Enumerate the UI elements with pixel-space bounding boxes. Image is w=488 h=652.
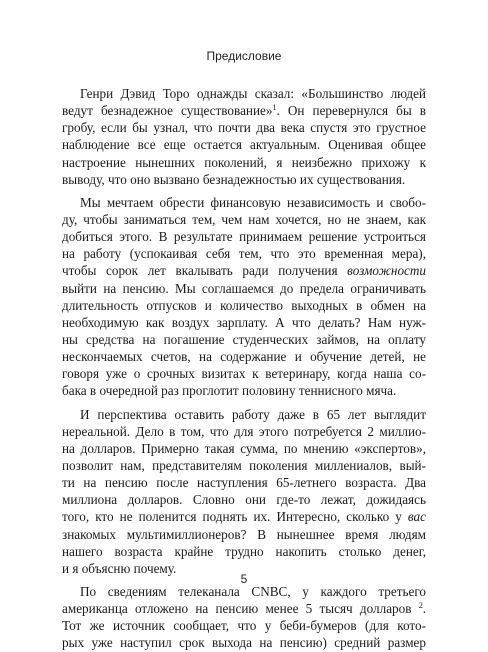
footnote-ref-1: 1 xyxy=(272,103,277,113)
text-line: знакомых мультимиллионеров? В нынешнее время людям xyxy=(62,526,426,542)
text-line: добиться этого. В результате принимаем решение устроиться xyxy=(62,229,426,245)
paragraph-3 xyxy=(62,406,426,577)
text-line xyxy=(62,262,426,279)
text-line: Генри Дэвид Торо однажды сказал: «Большинство людей xyxy=(80,86,426,101)
text-line: говоря уже о срочных визитах к ветеринару, когда наша со- xyxy=(62,366,426,382)
text-line: Мы мечтаем обрести финансовую независимость и свобо- xyxy=(80,194,426,210)
running-head: Предисловие xyxy=(206,49,282,63)
text-line: необходимую как воздух зарплату. А что делать? Нам нуж- xyxy=(62,314,426,330)
text-line: нашего возраста крайне трудно накопить столько денег, xyxy=(62,543,426,559)
text-line: ны средства на погашение студенческих займов, на оплату xyxy=(62,331,426,347)
emphasis-text: возможности xyxy=(347,263,427,279)
text-line: длительность отпусков и количество выходных в обмен на xyxy=(62,297,426,313)
text-segment: того, кто не поленится поднять их. Интересно, сколько у xyxy=(62,509,402,525)
text-line: и я объясню почему. xyxy=(62,560,177,576)
text-segment: американца отложено на пенсию менее 5 тысяч долларов xyxy=(62,601,412,617)
text-line: на долларов. Примерно такая сумма, по мнению «экспертов», xyxy=(62,440,426,456)
text-line: выйти на пенсию. Мы соглашаемся до предела ограничивать xyxy=(62,280,426,296)
text-line: настроение нынешних поколений, я неизбежно прихожу к xyxy=(62,154,426,170)
text-line: ти на пенсию после наступления 65-летнего возраста. Два xyxy=(62,475,426,491)
text-segment: ведут безнадежное существование» xyxy=(62,103,273,119)
text-line: ду, чтобы заниматься тем, чем нам хочется, но не знаем, как xyxy=(62,211,426,227)
paragraph-1 xyxy=(62,85,426,188)
text-line xyxy=(62,508,426,525)
text-line: миллиона долларов. Словно они где-то лежат, дожидаясь xyxy=(62,492,426,508)
text-line: По сведениям телеканала CNBC, у каждого третьего xyxy=(80,583,426,599)
text-line xyxy=(62,102,426,119)
paragraph-2 xyxy=(62,194,426,400)
text-segment: чтобы сорок лет вкалывать ради получения xyxy=(62,263,338,279)
text-line: Тот же источник сообщает, что у беби-бумеров (для кото- xyxy=(62,618,426,634)
text-line: на работу (успокаивая себя тем, что это временная мера), xyxy=(62,246,426,262)
text-line: нескончаемых счетов, на содержание и обучение детей, не xyxy=(62,349,426,365)
text-line: И перспектива оставить работу даже в 65 лет выглядит xyxy=(80,406,426,422)
text-segment: . Он перевернулся бы в xyxy=(276,103,426,119)
emphasis-text: вас xyxy=(407,509,426,525)
text-line: рых уже наступил срок выхода на пенсию) средний размер xyxy=(62,635,426,651)
text-segment: . xyxy=(422,601,427,617)
text-line xyxy=(62,600,426,617)
text-line: гробу, если бы узнал, что почти два века спустя это грустное xyxy=(62,120,426,136)
text-line: выводу, что оно вызвано безнадежностью их существования. xyxy=(62,171,406,187)
body-text xyxy=(62,85,426,652)
text-line: наблюдение все еще остается актуальным. Оценивая общее xyxy=(62,137,426,153)
text-line: бака в очередной раз проглотит половину теннисного мяча. xyxy=(62,383,397,399)
footnote-ref-2: 2 xyxy=(418,601,423,611)
page-number: 5 xyxy=(240,572,248,586)
paragraph-4 xyxy=(62,583,426,652)
text-line: позволит нам, представителям поколения миллениалов, вый- xyxy=(62,457,426,473)
text-line: нереальной. Дело в том, что для этого потребуется 2 миллио- xyxy=(62,423,426,439)
